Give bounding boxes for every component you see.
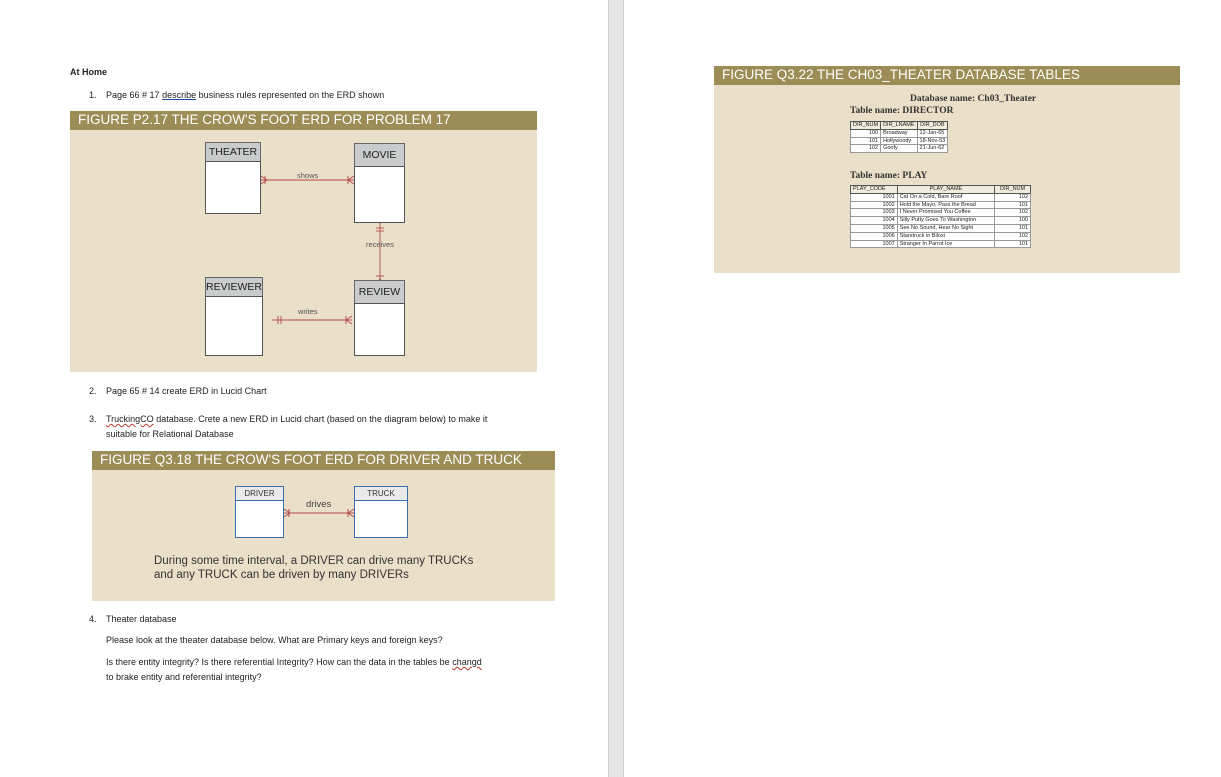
entity-movie-body (354, 166, 405, 223)
q1-number: 1. (89, 90, 97, 100)
section-heading: At Home (70, 67, 108, 77)
director-col-dir-dob: DIR_DOB (917, 122, 948, 130)
rel-receives-label: receives (366, 240, 394, 249)
q3-line1-rest: database. Crete a new ERD in Lucid chart (based on the diagram below) to make it (153, 414, 488, 424)
rel-shows-label: shows (297, 171, 319, 180)
q3-number: 3. (89, 414, 97, 424)
entity-movie-title: MOVIE (354, 143, 405, 167)
table-cell: 100 (995, 217, 1031, 225)
table-cell: 101 (995, 240, 1031, 248)
table-cell: 102 (995, 232, 1031, 240)
table-cell: See No Sound, Hear No Sight (897, 224, 994, 232)
play-col-play-name: PLAY_NAME (897, 186, 994, 194)
table-row (851, 201, 1031, 209)
table-row (851, 209, 1031, 217)
document-page-left (0, 0, 608, 777)
table-row (851, 193, 1031, 201)
entity-theater-body (205, 161, 261, 214)
table-cell: Goofy (881, 145, 917, 153)
play-table-name: Table name: PLAY (850, 171, 928, 181)
figure-q318-title: FIGURE Q3.18 THE CROW'S FOOT ERD FOR DRIVER AND TRUCK (92, 451, 555, 470)
figure-q322-body (714, 85, 1180, 273)
table-row (851, 217, 1031, 225)
table-row (851, 145, 948, 153)
entity-review-title: REVIEW (354, 280, 405, 304)
entity-review-body (354, 303, 405, 356)
director-table (850, 121, 948, 153)
entity-reviewer-title: REVIEWER (205, 277, 263, 297)
table-cell: 1006 (851, 232, 898, 240)
entity-driver-body (235, 500, 284, 538)
q3-misspelled-word: TruckingCO (106, 414, 154, 424)
play-header-row (851, 186, 1031, 194)
figure-p217-connectors (70, 130, 537, 372)
rel-writes-label: writes (298, 307, 318, 316)
q3-text-line2: suitable for Relational Database (106, 429, 234, 439)
entity-truck-title: TRUCK (354, 486, 408, 501)
table-cell: Stranger In Parrot Ice (897, 240, 994, 248)
q4-para1: Please look at the theater database below. What are Primary keys and foreign keys? (106, 635, 443, 645)
table-cell: I Never Promised You Coffee (897, 209, 994, 217)
table-cell: Hollywoody (881, 137, 917, 145)
table-cell: 1004 (851, 217, 898, 225)
table-cell: 101 (995, 224, 1031, 232)
table-row (851, 224, 1031, 232)
document-page-right (624, 0, 1221, 777)
shows-crow-foot-left (261, 180, 267, 184)
table-cell: Hold the Mayo, Pass the Bread (897, 201, 994, 209)
table-cell: 21-Jun-62 (917, 145, 948, 153)
q1-misspelled-word: describe (162, 90, 197, 100)
rel-drives-label: drives (306, 499, 332, 510)
q4-para2-pre: Is there entity integrity? Is there referential Integrity? How can the data in the tables be (106, 657, 453, 667)
q4-title: Theater database (106, 614, 177, 624)
q4-number: 4. (89, 614, 97, 624)
table-cell: Starstruck in Biloxi (897, 232, 994, 240)
q2-number: 2. (89, 386, 97, 396)
table-cell: Broadway (881, 129, 917, 137)
q2-text: Page 65 # 14 create ERD in Lucid Chart (106, 386, 267, 396)
entity-reviewer-body (205, 296, 263, 356)
q4-para2-line1 (106, 656, 482, 668)
q4-para2-line2: to brake entity and referential integrity? (106, 672, 262, 682)
table-row (851, 232, 1031, 240)
table-cell: 101 (851, 137, 881, 145)
entity-truck-body (354, 500, 408, 538)
table-cell: 1002 (851, 201, 898, 209)
play-col-dir-num: DIR_NUM (995, 186, 1031, 194)
database-name: Database name: Ch03_Theater (910, 94, 1037, 104)
q3-text-line1 (106, 413, 487, 425)
figure-q318-diagram (92, 470, 555, 601)
director-col-dir-lname: DIR_LNAME (881, 122, 917, 130)
table-row (851, 240, 1031, 248)
table-cell: Silly Putty Goes To Washington (897, 217, 994, 225)
figure-q318-caption-line2: and any TRUCK can be driven by many DRIVERs (154, 569, 409, 581)
table-cell: 18-Nov-53 (917, 137, 948, 145)
q4-misspelled-word: changd (452, 657, 482, 667)
director-header-row (851, 122, 948, 130)
table-cell: 102 (995, 209, 1031, 217)
table-cell: 102 (995, 193, 1031, 201)
table-cell: 1003 (851, 209, 898, 217)
page-gutter (608, 0, 624, 777)
play-col-play-code: PLAY_CODE (851, 186, 898, 194)
figure-q322-title: FIGURE Q3.22 THE CH03_THEATER DATABASE TABLES (714, 66, 1180, 85)
table-cell: 100 (851, 129, 881, 137)
table-row (851, 129, 948, 137)
table-cell: 12-Jan-65 (917, 129, 948, 137)
entity-driver-title: DRIVER (235, 486, 284, 501)
table-cell: 1005 (851, 224, 898, 232)
entity-theater-title: THEATER (205, 142, 261, 162)
figure-q318-caption-line1: During some time interval, a DRIVER can drive many TRUCKs (154, 555, 474, 567)
figure-p217-diagram (70, 130, 537, 372)
table-cell: 1007 (851, 240, 898, 248)
table-cell: 101 (995, 201, 1031, 209)
table-cell: 102 (851, 145, 881, 153)
director-table-name: Table name: DIRECTOR (850, 106, 954, 116)
table-row (851, 137, 948, 145)
table-cell: Cat On a Cold, Bare Roof (897, 193, 994, 201)
table-cell: 1001 (851, 193, 898, 201)
q1-text-post: business rules represented on the ERD shown (196, 90, 385, 100)
q1-text (106, 89, 384, 101)
play-table (850, 185, 1031, 248)
director-col-dir-num: DIR_NUM (851, 122, 881, 130)
q1-text-pre: Page 66 # 17 (106, 90, 163, 100)
figure-p217-title: FIGURE P2.17 THE CROW'S FOOT ERD FOR PROBLEM 17 (70, 111, 537, 130)
